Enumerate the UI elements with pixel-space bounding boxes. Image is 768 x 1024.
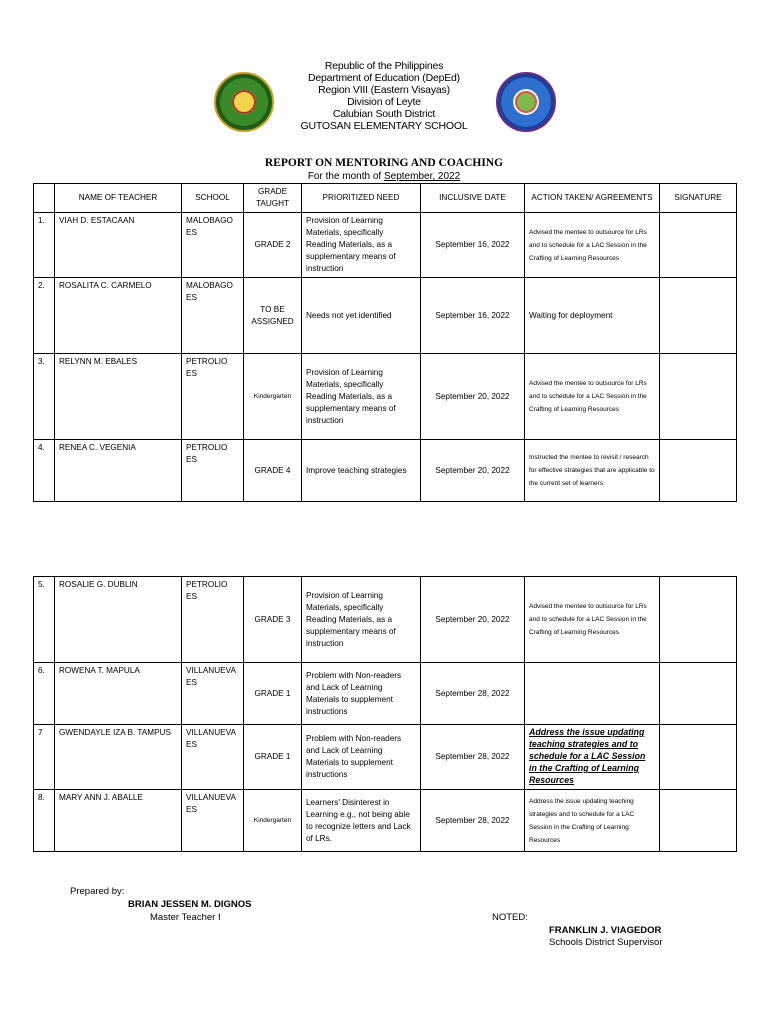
signature-cell (660, 577, 737, 663)
row-no: 3. (34, 354, 55, 440)
signature-cell (660, 790, 737, 852)
row-no: 4. (34, 440, 55, 502)
row-no: 6. (34, 663, 55, 725)
signature-cell (660, 725, 737, 790)
teacher-name: VIAH D. ESTACAAN (55, 213, 182, 278)
letterhead-line-2: Department of Education (DepEd) (308, 72, 460, 84)
col-header-name: NAME OF TEACHER (55, 184, 182, 213)
prioritized-need: Provision of Learning Materials, specifically Reading Materials, as a supplementary means of instruction (302, 577, 421, 663)
teacher-name: RENEA C. VEGENIA (55, 440, 182, 502)
col-header-action: ACTION TAKEN/ AGREEMENTS (525, 184, 660, 213)
school: MALOBAGO ES (182, 278, 244, 354)
grade-taught: GRADE 3 (244, 577, 302, 663)
letterhead-line-6: GUTOSAN ELEMENTARY SCHOOL (300, 120, 468, 132)
table-row (34, 663, 737, 725)
table-row (34, 440, 737, 502)
teacher-name: MARY ANN J. ABALLE (55, 790, 182, 852)
table-row (34, 725, 737, 790)
col-header-need: PRIORITIZED NEED (302, 184, 421, 213)
teacher-name: ROSALITA C. CARMELO (55, 278, 182, 354)
noted-by-name: FRANKLIN J. VIAGEDOR (549, 925, 662, 936)
prepared-by-label: Prepared by: (70, 886, 125, 897)
row-no: 7 (34, 725, 55, 790)
action-taken: Waiting for deployment (525, 278, 660, 354)
action-taken: Address the issue updating teaching strategies and to schedule for a LAC Session in the Crafting of Learning Resources (525, 790, 660, 852)
action-taken: Advised the mentee to outsource for LRs and to schedule for a LAC Session in the Crafting of Learning Resources (525, 213, 660, 278)
grade-taught: Kindergarten (244, 790, 302, 852)
prioritized-need: Improve teaching strategies (302, 440, 421, 502)
col-header-no (34, 184, 55, 213)
inclusive-date: September 28, 2022 (421, 663, 525, 725)
school: PETROLIO ES (182, 440, 244, 502)
inclusive-date: September 16, 2022 (421, 278, 525, 354)
action-taken: Advised the mentee to outsource for LRs and to schedule for a LAC Session in the Crafting of Learning Resources (525, 354, 660, 440)
school: VILLANUEVA ES (182, 663, 244, 725)
grade-taught: TO BE ASSIGNED (244, 278, 302, 354)
school: MALOBAGO ES (182, 213, 244, 278)
prioritized-need: Problem with Non-readers and Lack of Learning Materials to supplement instructions (302, 663, 421, 725)
teacher-name: GWENDAYLE IZA B. TAMPUS (55, 725, 182, 790)
inclusive-date: September 16, 2022 (421, 213, 525, 278)
month-value: September, 2022 (383, 171, 461, 182)
col-header-signature: SIGNATURE (660, 184, 737, 213)
grade-taught: GRADE 2 (244, 213, 302, 278)
row-no: 1. (34, 213, 55, 278)
signature-cell (660, 440, 737, 502)
mentoring-table-part-2 (33, 576, 737, 852)
table-row (34, 354, 737, 440)
action-taken: Address the issue updating teaching strategies and to schedule for a LAC Session in the Crafting of Learning Resources (525, 725, 660, 790)
report-title: REPORT ON MENTORING AND COACHING (264, 157, 504, 169)
table-row (34, 278, 737, 354)
inclusive-date: September 20, 2022 (421, 440, 525, 502)
table-row (34, 213, 737, 278)
signature-cell (660, 354, 737, 440)
col-header-date: INCLUSIVE DATE (421, 184, 525, 213)
prepared-by-title: Master Teacher I (150, 912, 221, 923)
col-header-grade: GRADE TAUGHT (244, 184, 302, 213)
report-month (0, 171, 768, 182)
action-taken (525, 663, 660, 725)
inclusive-date: September 28, 2022 (421, 790, 525, 852)
letterhead-line-1: Republic of the Philippines (324, 60, 444, 72)
month-prefix: For the month of (307, 171, 384, 182)
school: PETROLIO ES (182, 577, 244, 663)
prioritized-need: Problem with Non-readers and Lack of Learning Materials to supplement instructions (302, 725, 421, 790)
grade-taught: GRADE 4 (244, 440, 302, 502)
action-taken: Advised the mentee to outsource for LRs and to schedule for a LAC Session in the Crafting of Learning Resources (525, 577, 660, 663)
action-taken: Instructed the mentee to revisit / research for effective strategies that are applicable to the current set of learners (525, 440, 660, 502)
prioritized-need: Provision of Learning Materials, specifically Reading Materials, as a supplementary means of instruction (302, 354, 421, 440)
letterhead (0, 60, 768, 132)
letterhead-line-5: Calubian South District (332, 108, 436, 120)
col-header-school: SCHOOL (182, 184, 244, 213)
school: PETROLIO ES (182, 354, 244, 440)
prioritized-need: Needs not yet identified (302, 278, 421, 354)
letterhead-line-4: Division of Leyte (347, 96, 421, 108)
mentoring-table-part-1 (33, 183, 737, 502)
prioritized-need: Learners' Disinterest in Learning e.g., not being able to recognize letters and Lack of LRs. (302, 790, 421, 852)
row-no: 2. (34, 278, 55, 354)
teacher-name: ROWENA T. MAPULA (55, 663, 182, 725)
row-no: 5. (34, 577, 55, 663)
signature-cell (660, 278, 737, 354)
row-no: 8. (34, 790, 55, 852)
inclusive-date: September 20, 2022 (421, 354, 525, 440)
school: VILLANUEVA ES (182, 790, 244, 852)
teacher-name: ROSALIE G. DUBLIN (55, 577, 182, 663)
school: VILLANUEVA ES (182, 725, 244, 790)
noted-by-title: Schools District Supervisor (549, 937, 663, 948)
teacher-name: RELYNN M. EBALES (55, 354, 182, 440)
inclusive-date: September 20, 2022 (421, 577, 525, 663)
inclusive-date: September 28, 2022 (421, 725, 525, 790)
signature-cell (660, 213, 737, 278)
table-row (34, 790, 737, 852)
signature-cell (660, 663, 737, 725)
grade-taught: Kindergarten (244, 354, 302, 440)
prepared-by-name: BRIAN JESSEN M. DIGNOS (128, 899, 252, 910)
table-row (34, 577, 737, 663)
prioritized-need: Provision of Learning Materials, specifically Reading Materials, as a supplementary means of instruction (302, 213, 421, 278)
noted-label: NOTED: (492, 912, 528, 923)
grade-taught: GRADE 1 (244, 725, 302, 790)
letterhead-line-3: Region VIII (Eastern Visayas) (318, 84, 450, 96)
grade-taught: GRADE 1 (244, 663, 302, 725)
